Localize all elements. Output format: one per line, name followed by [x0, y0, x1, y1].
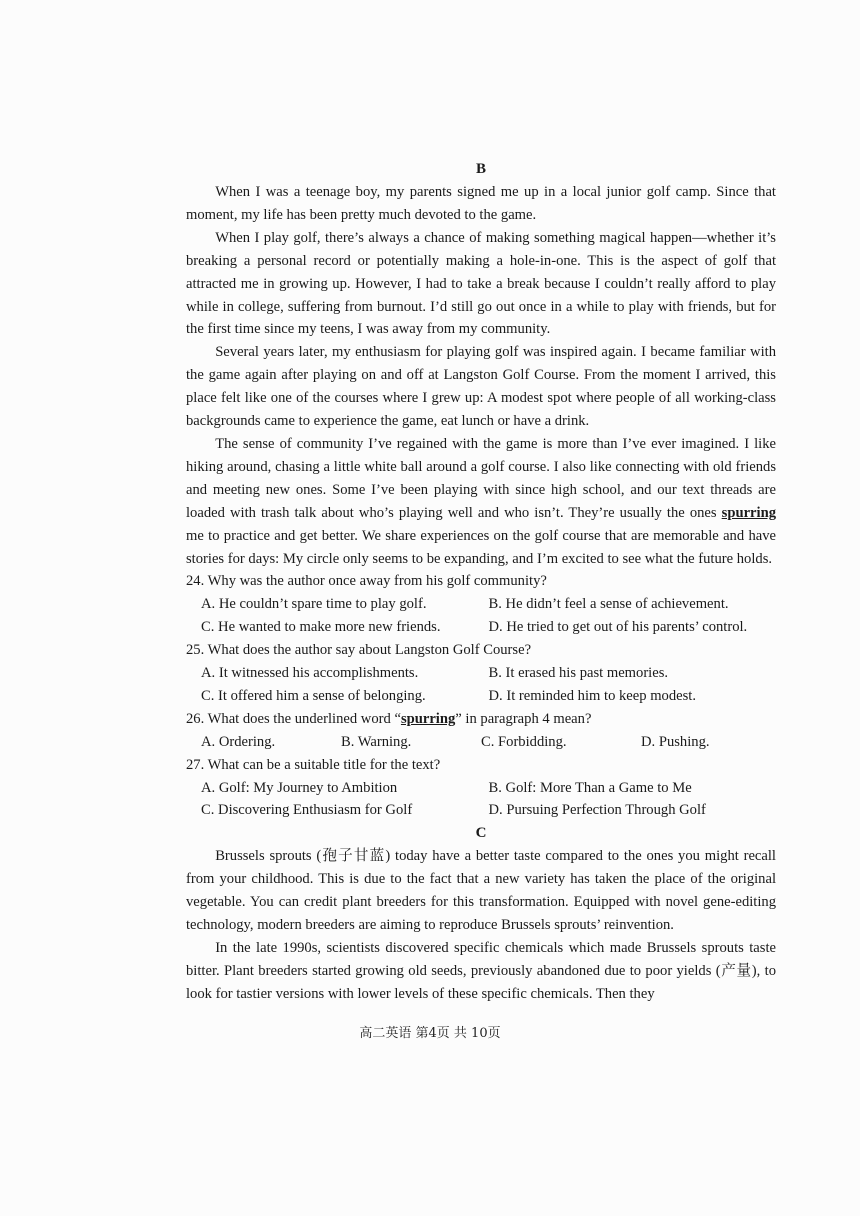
question-27-option-c: C. Discovering Enthusiasm for Golf	[201, 802, 413, 819]
question-27-option-b: B. Golf: More Than a Game to Me	[488, 779, 692, 796]
page-footer: 高二英语 第4页 共 10页	[359, 1026, 501, 1041]
question-27-options	[186, 777, 776, 823]
passage-c-paragraph-2: In the late 1990s, scientists discovered specific chemicals which made Brussels sprouts taste bitter. Plant breeders started growing old seeds, previously abandoned due to poor yields (产量), to look for tastier versions with lower levels of these specific chemicals. Then they	[186, 940, 776, 1002]
passage-b-paragraph-2: When I play golf, there’s always a chance of making something magical happen—whether it’s breaking a personal record or potentially making a hole-in-one. This is the aspect of golf that attracted me in growing up. However, I had to take a break because I couldn’t really afford to play while in college, suffering from burnout. I’d still go out once in a while to play with friends, but for the first time since my teens, I was away from my community.	[186, 229, 776, 338]
question-26-option-b: B. Warning.	[341, 733, 412, 750]
question-25-option-d: D. It reminded him to keep modest.	[488, 687, 697, 704]
question-25-stem: 25. What does the author say about Langston Golf Course?	[186, 642, 532, 659]
question-26-stem-after: ” in paragraph 4 mean?	[455, 710, 592, 727]
question-25-options	[186, 662, 776, 708]
question-24-stem: 24. Why was the author once away from his golf community?	[186, 573, 547, 590]
question-24-options	[186, 593, 776, 639]
question-27-option-a: A. Golf: My Journey to Ambition	[201, 779, 398, 796]
question-24-option-b: B. He didn’t feel a sense of achievement.	[488, 596, 729, 613]
question-26-option-a: A. Ordering.	[201, 733, 276, 750]
question-26-options	[186, 731, 776, 754]
passage-b-paragraph-4	[186, 433, 776, 570]
section-c-heading: C	[475, 825, 487, 842]
paragraph-4-text-before: The sense of community I’ve regained with the game is more than I’ve ever imagined. I like hiking around, chasing a little white ball around a golf course. I also like connecting with old friends and meeting new ones. Some I’ve been playing with since high school, and our text threads are loaded with trash talk about who’s playing well and who isn’t. They’re usually the ones	[186, 435, 776, 521]
passage-c-paragraph-1: Brussels sprouts (孢子甘蓝) today have a better taste compared to the ones you might recall from your childhood. This is due to the fact that a new variety has taken the place of the original vegetable. You can credit plant breeders for this transformation. Equipped with novel gene-editing technology, modern breeders are aiming to reproduce Brussels sprouts’ reinvention.	[186, 848, 776, 934]
question-26-stem-before: 26. What does the underlined word “	[186, 710, 401, 727]
question-24-option-a: A. He couldn’t spare time to play golf.	[201, 596, 427, 613]
section-b-heading: B	[475, 161, 486, 177]
question-25-option-a: A. It witnessed his accomplishments.	[201, 665, 419, 682]
page-content	[186, 158, 776, 1006]
question-27-stem: 27. What can be a suitable title for the text?	[186, 756, 441, 773]
passage-b-paragraph-3: Several years later, my enthusiasm for playing golf was inspired again. I became familiar with the game again after playing on and off at Langston Golf Course. From the moment I arrived, this place felt like one of the courses where I grew up: A modest spot where people of all working-class backgrounds came to experience the game, eat lunch or have a drink.	[186, 344, 776, 430]
question-26-keyword: spurring	[400, 710, 456, 727]
question-24-option-d: D. He tried to get out of his parents’ control.	[488, 619, 748, 636]
question-25-option-c: C. It offered him a sense of belonging.	[201, 687, 426, 704]
question-24-option-c: C. He wanted to make more new friends.	[201, 619, 441, 636]
question-27-option-d: D. Pursuing Perfection Through Golf	[488, 802, 706, 819]
question-26-option-c: C. Forbidding.	[481, 733, 567, 750]
passage-b-paragraph-1: When I was a teenage boy, my parents signed me up in a local junior golf camp. Since that moment, my life has been pretty much devoted to the game.	[186, 184, 776, 223]
question-26-stem	[186, 708, 776, 731]
question-26-option-d: D. Pushing.	[641, 733, 710, 750]
underlined-keyword: spurring	[721, 504, 776, 521]
paragraph-4-text-after: me to practice and get better. We share experiences on the golf course that are memorable and have stories for days: My circle only seems to be expanding, and I’m excited to see what the future holds.	[186, 527, 776, 567]
question-25-option-b: B. It erased his past memories.	[488, 665, 669, 682]
